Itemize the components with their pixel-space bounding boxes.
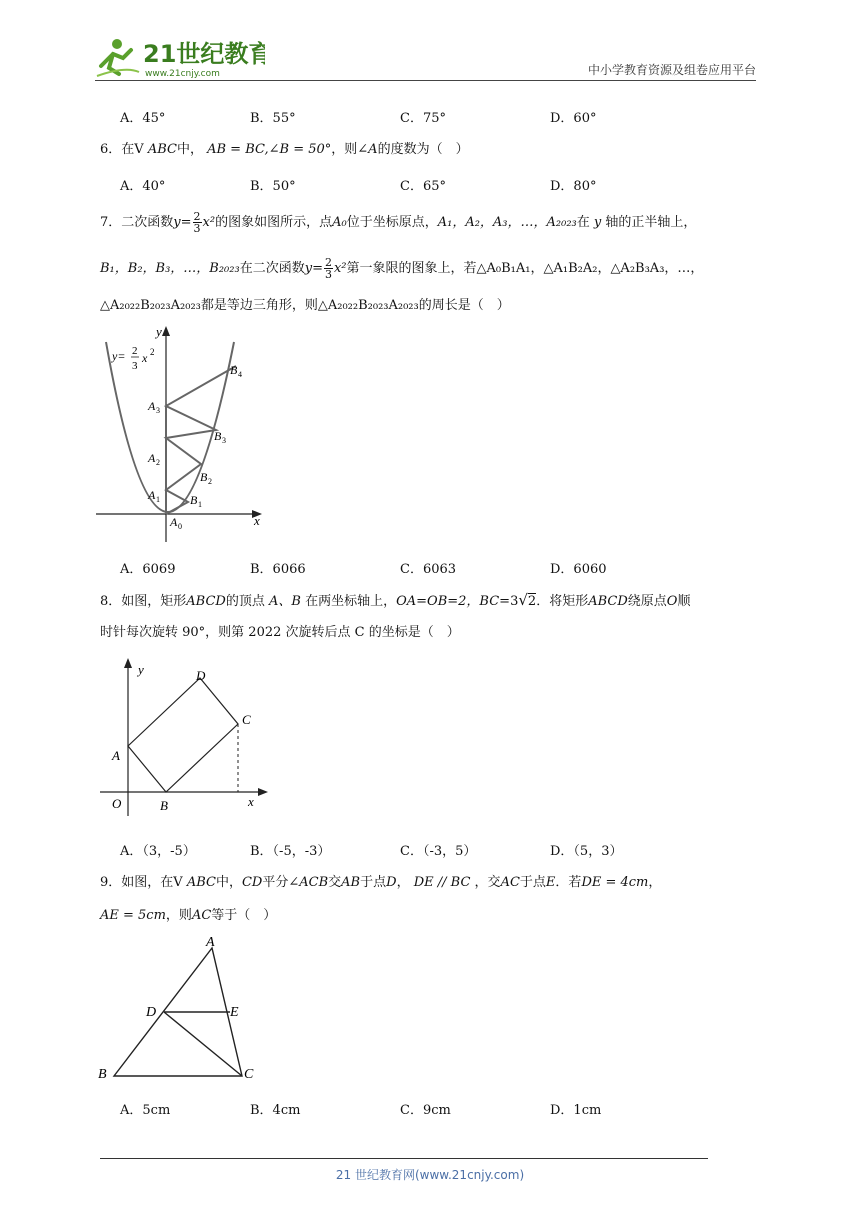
- q5-option-d: D．60°: [550, 111, 597, 126]
- svg-text:A: A: [112, 748, 120, 763]
- svg-text:D: D: [146, 1005, 157, 1020]
- q6-option-d: D．80°: [550, 179, 597, 194]
- question-9-line-2: AE = 5cm，则AC等于（ ）: [100, 908, 277, 923]
- svg-text:3: 3: [156, 406, 160, 415]
- svg-text:B: B: [98, 1067, 107, 1082]
- svg-text:A: A: [206, 935, 215, 950]
- svg-text:1: 1: [198, 500, 202, 509]
- q7-option-c: C．6063: [400, 562, 457, 577]
- q6-option-b: B．50°: [250, 179, 296, 194]
- site-logo: [95, 36, 265, 80]
- q5-option-b: B．55°: [250, 111, 296, 126]
- q8-option-a: A．（3，-5）: [120, 844, 196, 859]
- svg-text:4: 4: [238, 370, 242, 379]
- svg-text:2: 2: [156, 458, 160, 467]
- svg-text:B: B: [190, 493, 198, 507]
- svg-text:y: y: [156, 324, 162, 339]
- q7-option-b: B．6066: [250, 562, 306, 577]
- svg-text:y: y: [138, 662, 144, 677]
- svg-text:D: D: [196, 668, 206, 683]
- svg-text:O: O: [112, 796, 122, 811]
- q9-option-c: C．9cm: [400, 1103, 451, 1118]
- rectangle-figure: [96, 654, 276, 822]
- logo-text: 21世纪教育: [143, 40, 265, 68]
- question-7-line-3: △A₂₀₂₂B₂₀₂₃A₂₀₂₃都是等边三角形，则△A₂₀₂₂B₂₀₂₃A₂₀₂₃的周长是（ ）: [100, 298, 510, 313]
- triangle-figure: [94, 932, 264, 1084]
- svg-text:x: x: [142, 351, 148, 365]
- q5-option-c: C．75°: [400, 111, 446, 126]
- question-8-line-2: 时针每次旋转 90°，则第 2022 次旋转后点 C 的坐标是（ ）: [100, 625, 460, 640]
- q7-option-d: D．6060: [550, 562, 607, 577]
- svg-text:C: C: [244, 1067, 254, 1082]
- svg-text:3: 3: [132, 360, 138, 372]
- header-platform-text: 中小学教育资源及组卷应用平台: [587, 63, 756, 77]
- svg-text:B: B: [214, 429, 222, 443]
- svg-text:1: 1: [156, 495, 160, 504]
- svg-text:x: x: [248, 794, 254, 809]
- q6-option-a: A．40°: [120, 179, 166, 194]
- question-8-line-1: 8．如图，矩形ABCD的顶点 A、B 在两坐标轴上，OA=OB=2，BC=3√2．将矩形ABCD绕原点O顺: [100, 591, 691, 609]
- parabola-figure: [96, 322, 276, 546]
- logo-url: www.21cnjy.com: [145, 69, 220, 79]
- question-7-line-2: B₁，B₂，B₃，…，B₂₀₂₃在二次函数y= $\frac{2}{3}$ x²第一象限的图象上，若△A₀B₁A₁，△A₁B₂A₂，△A₂B₃A₃，…，: [100, 256, 704, 281]
- svg-text:E: E: [230, 1005, 239, 1020]
- svg-text:y=: y=: [112, 349, 126, 363]
- svg-text:3: 3: [222, 436, 226, 445]
- question-9-line-1: 9．如图，在V ABC中，CD平分∠ACB交AB于点D， DE // BC ，交AC于点E．若DE = 4cm，: [100, 875, 662, 890]
- question-6-stem: 6．在V ABC中， AB = BC,∠B = 50°，则∠A的度数为（ ）: [100, 142, 469, 157]
- svg-text:A: A: [170, 515, 178, 529]
- svg-text:B: B: [230, 363, 238, 377]
- q8-option-d: D．（5，3）: [550, 844, 623, 859]
- svg-text:2: 2: [150, 347, 155, 357]
- svg-text:A: A: [148, 488, 156, 502]
- runner-logo-icon: [95, 36, 265, 80]
- svg-text:B: B: [200, 470, 208, 484]
- footer-divider: [100, 1158, 708, 1159]
- svg-text:C: C: [242, 712, 251, 727]
- q8-option-c: C．（-3，5）: [400, 844, 477, 859]
- footer-link[interactable]: 21 世纪教育网(www.21cnjy.com): [335, 1168, 525, 1182]
- svg-text:A: A: [148, 451, 156, 465]
- header-divider: [95, 80, 756, 81]
- q9-option-b: B．4cm: [250, 1103, 301, 1118]
- q9-option-a: A．5cm: [120, 1103, 171, 1118]
- svg-text:0: 0: [178, 522, 182, 531]
- question-7-line-1: 7．二次函数y= $\frac{2}{3}$ x²的图象如图所示，点A₀位于坐标原点，A₁，A₂，A₃，…，A₂₀₂₃在 y 轴的正半轴上，: [100, 210, 697, 235]
- q9-option-d: D．1cm: [550, 1103, 602, 1118]
- q6-option-c: C．65°: [400, 179, 446, 194]
- q8-option-b: B．（-5，-3）: [250, 844, 331, 859]
- q7-option-a: A．6069: [120, 562, 176, 577]
- svg-text:B: B: [160, 798, 168, 813]
- svg-text:A: A: [148, 399, 156, 413]
- svg-text:2: 2: [208, 477, 212, 486]
- svg-text:2: 2: [132, 345, 138, 357]
- svg-text:x: x: [254, 513, 260, 528]
- q5-option-a: A．45°: [120, 111, 166, 126]
